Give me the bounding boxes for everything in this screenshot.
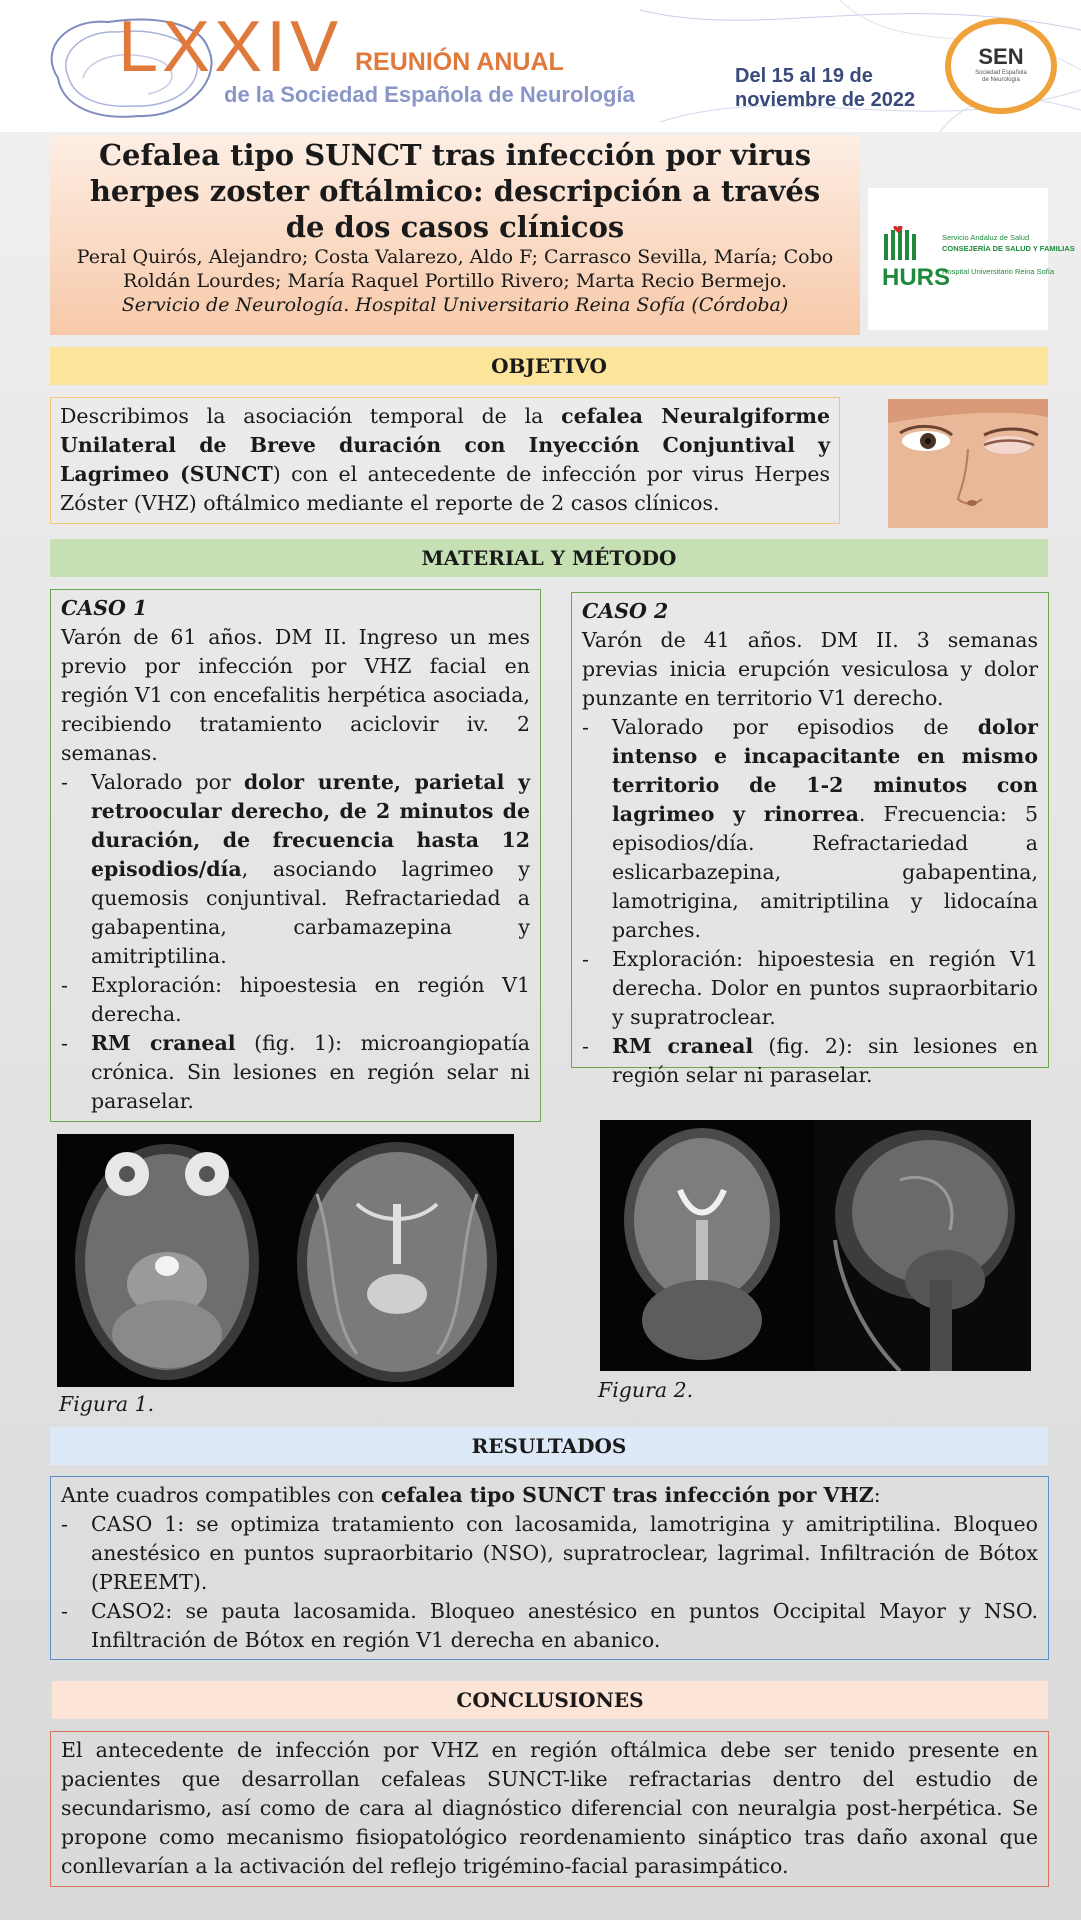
list-item: - CASO 1: se optimiza tratamiento con lacosamida, lamotrigina y amitriptilina. Bloqueo anestésico en puntos supraorbitario (NSO), supratroclear, lagrimal. Infiltración de Bótox (PREEMT). — [61, 1510, 1038, 1597]
list-item: - Exploración: hipoestesia en región V1 derecha. — [61, 971, 530, 1029]
caso-1-item-1-pre: Valorado por — [91, 770, 244, 794]
sen-logo-sub-1: Sociedad Española — [975, 70, 1027, 76]
meeting-name: REUNIÓN ANUAL — [355, 48, 564, 76]
caso-2-box — [571, 592, 1049, 1087]
caso-2-item-1-bold: dolor intenso e incapacitante en mismo territorio de 1-2 minutos con lagrimeo y rinorrea — [612, 715, 1038, 826]
objetivo-text-b: ) con el antecedente de infección por virus Herpes Zóster (VHZ) oftálmico mediante el reporte de 2 casos clínicos. — [60, 462, 830, 515]
caso-1-item-1-bold: dolor urente, parietal y retroocular derecho, de 2 minutos de duración, de frecuencia hasta 12 episodios/día — [91, 770, 530, 881]
caso-1-box — [50, 589, 541, 1122]
hurs-mark: HURS — [882, 264, 951, 291]
list-item — [61, 1029, 530, 1116]
resultados-intro-bold: cefalea tipo SUNCT tras infección por VHZ — [380, 1483, 874, 1507]
society-name: de la Sociedad Española de Neurología — [224, 82, 635, 107]
poster-title: Cefalea tipo SUNCT tras infección por virus herpes zoster oftálmico: descripción a través de dos casos clínicos — [89, 138, 821, 244]
dates-line-2: noviembre de 2022 — [735, 89, 916, 111]
hurs-line-2: CONSEJERÍA DE SALUD Y FAMILIAS — [942, 244, 1075, 253]
resultados-intro-post: : — [873, 1483, 881, 1507]
conclusiones-heading: CONCLUSIONES — [52, 1681, 1048, 1719]
resultados-text — [50, 1476, 1049, 1660]
header-banner — [0, 0, 1081, 132]
figure-1-mri — [57, 1134, 514, 1387]
face-illustration — [888, 399, 1048, 528]
sen-logo-text: SEN — [978, 44, 1024, 69]
caso-2-intro: Varón de 41 años. DM II. 3 semanas previas inicia erupción vesiculosa y dolor punzante en territorio V1 derecho. — [582, 628, 1038, 710]
hurs-logo-text — [942, 232, 1075, 277]
sen-logo-sub-2: de Neurología — [982, 77, 1020, 83]
hurs-line-1: Servicio Andaluz de Salud — [942, 233, 1030, 242]
hurs-emblem-icon — [884, 226, 936, 262]
material-heading: MATERIAL Y MÉTODO — [50, 539, 1048, 577]
sen-logo — [945, 18, 1057, 114]
caso-2-item-3-post: (fig. 2): sin lesiones en región selar ni paraselar. — [612, 1034, 1038, 1087]
list-item — [61, 768, 530, 971]
caso-1-item-1-post: , asociando lagrimeo y quemosis conjuntival. Refractariedad a gabapentina, carbamazepina y amitriptilina. — [91, 857, 530, 968]
face-illustration-graphic — [888, 399, 1048, 528]
title-block — [50, 135, 860, 335]
figure-2-mri — [600, 1120, 1031, 1371]
caso-2-item-3-bold: RM craneal — [612, 1034, 754, 1058]
caso-1-item-3-bold: RM craneal — [91, 1031, 236, 1055]
resultados-list — [61, 1510, 1038, 1655]
caso-2-title: CASO 2 — [582, 599, 669, 623]
edition-numeral: LXXIV — [118, 7, 343, 87]
authors: Peral Quirós, Alejandro; Costa Valarezo, Aldo F; Carrasco Sevilla, María; Cobo Roldán Lourdes; María Raquel Portillo Rivero; Marta Recio Bermejo. — [76, 246, 834, 292]
figure-2-mri-graphic — [600, 1120, 1031, 1371]
caso-1-list — [61, 768, 530, 1116]
meeting-dates — [735, 64, 915, 112]
affiliation: Servicio de Neurología. Hospital Universitario Reina Sofía (Córdoba) — [121, 294, 789, 316]
caso-1-item-3-post: (fig. 1): microangiopatía crónica. Sin lesiones en región selar ni paraselar. — [91, 1031, 530, 1113]
objetivo-text-a: Describimos la asociación temporal de la — [60, 404, 562, 428]
conclusiones-text: El antecedente de infección por VHZ en región oftálmica debe ser tenido presente en pacientes que desarrollan cefaleas SUNCT-like refractarias dentro del estudio de secundarismo, así como de cara al diagnóstico diferencial con neuralgia post-herpética. Se propone como mecanismo fisiopatológico reordenamiento sináptico tras daño axonal que conllevarían a la activación del reflejo trigémino-facial parasimpático. — [50, 1731, 1049, 1887]
caso-1-intro: Varón de 61 años. DM II. Ingreso un mes previo por infección por VHZ facial en región V1 con encefalitis herpética asociada, recibiendo tratamiento aciclovir iv. 2 semanas. — [61, 625, 530, 765]
caso-2-item-1-post: . Frecuencia: 5 episodios/día. Refractariedad a eslicarbazepina, gabapentina, lamotrigina, amitriptilina y lidocaína parches. — [612, 802, 1038, 942]
caso-1-title: CASO 1 — [61, 596, 148, 620]
figure-1-caption: Figura 1. — [59, 1392, 155, 1416]
list-item — [582, 713, 1038, 945]
objetivo-heading: OBJETIVO — [50, 347, 1048, 385]
caso-2-list — [582, 713, 1038, 1090]
resultados-heading: RESULTADOS — [50, 1427, 1048, 1465]
objetivo-text — [50, 397, 840, 524]
caso-2-item-1-pre: Valorado por episodios de — [612, 715, 978, 739]
list-item: - CASO2: se pauta lacosamida. Bloqueo anestésico en puntos Occipital Mayor y NSO. Infiltración de Bótox en región V1 derecha en abanico. — [61, 1597, 1038, 1655]
hurs-line-3: Hospital Universitario Reina Sofía — [942, 267, 1055, 276]
objetivo-text-bold: cefalea Neuralgiforme Unilateral de Breve duración con Inyección Conjuntival y Lagrimeo (SUNCT — [60, 404, 830, 486]
figure-1-mri-graphic — [57, 1134, 514, 1387]
list-item — [582, 1032, 1038, 1090]
list-item: - Exploración: hipoestesia en región V1 derecha. Dolor en puntos supraorbitario y supratroclear. — [582, 945, 1038, 1032]
figure-2-caption: Figura 2. — [598, 1378, 694, 1402]
resultados-intro-pre: Ante cuadros compatibles con — [61, 1483, 381, 1507]
resultados-intro — [61, 1481, 1038, 1510]
dates-line-1: Del 15 al 19 de — [735, 65, 873, 87]
